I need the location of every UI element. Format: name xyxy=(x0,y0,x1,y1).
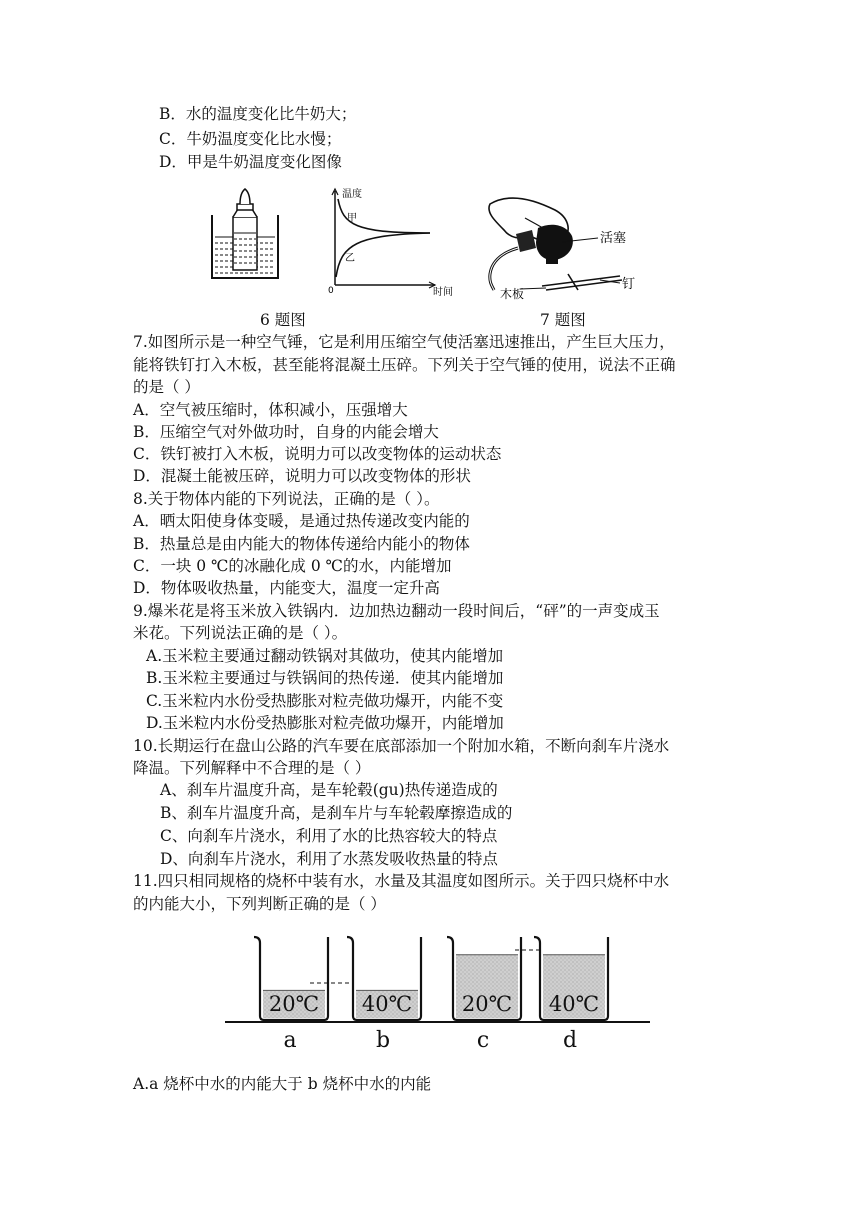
q11-stem-2: 的内能大小，下列判断正确的是（ ） xyxy=(133,895,386,913)
graph-curve-lower-label: 乙 xyxy=(345,253,355,264)
q6-option-c: C．牛奶温度变化比水慢； xyxy=(159,130,342,148)
beaker-label-b: b xyxy=(375,1028,391,1053)
q8-option-b: B．热量总是由内能大的物体传递给内能小的物体 xyxy=(133,535,470,553)
q9-option-a: A.玉米粒主要通过翻动铁锅对其做功，使其内能增加 xyxy=(146,647,504,665)
q8-stem: 8.关于物体内能的下列说法，正确的是（ ）。 xyxy=(133,490,440,508)
q10-stem-2: 降温。下列解释中不合理的是（ ） xyxy=(133,759,371,777)
q9-option-b: B.玉米粒主要通过与铁锅间的热传递．使其内能增加 xyxy=(146,669,504,687)
beakers-figure xyxy=(220,925,655,1060)
q8-option-c: C．一块 0 ℃的冰融化成 0 ℃的水，内能增加 xyxy=(133,557,452,575)
q7-stem-3: 的是（ ） xyxy=(133,378,200,396)
graph-x-label: 时间 xyxy=(433,287,453,298)
beaker-label-a: a xyxy=(283,1028,297,1053)
baby-bottle-figure xyxy=(210,185,290,295)
hammer-nail-label: 钉 xyxy=(622,277,636,292)
q9-stem-1: 9.爆米花是将玉米放入铁锅内．边加热边翻动一段时间后，“砰”的一声变成玉 xyxy=(133,602,660,620)
q11-stem-1: 11.四只相同规格的烧杯中装有水，水量及其温度如图所示。关于四只烧杯中水 xyxy=(133,872,670,890)
q7-option-d: D．混凝土能被压碎，说明力可以改变物体的形状 xyxy=(133,467,471,485)
q7-stem-1: 7.如图所示是一种空气锤，它是利用压缩空气使活塞迅速推出，产生巨大压力， xyxy=(133,333,675,351)
q7-option-b: B．压缩空气对外做功时，自身的内能会增大 xyxy=(133,423,439,441)
q6-option-b: B．水的温度变化比牛奶大； xyxy=(159,105,357,123)
q8-option-d: D．物体吸收热量，内能变大，温度一定升高 xyxy=(133,579,440,597)
air-hammer-figure xyxy=(480,190,650,302)
hammer-piston-label: 活塞 xyxy=(600,231,627,246)
q6-option-d: D．甲是牛奶温度变化图像 xyxy=(159,153,342,171)
fig6-caption: 6 题图 xyxy=(260,311,306,329)
q9-stem-2: 米花。下列说法正确的是（ ）。 xyxy=(133,624,348,642)
q9-option-d: D.玉米粒内水份受热膨胀对粒壳做功爆开，内能增加 xyxy=(146,714,504,732)
q7-stem-2: 能将铁钉打入木板，甚至能将混凝土压碎。下列关于空气锤的使用，说法不正确 xyxy=(133,356,676,374)
beaker-temp-b: 40℃ xyxy=(361,992,413,1016)
q8-option-a: A．晒太阳使身体变暖，是通过热传递改变内能的 xyxy=(133,512,470,530)
beaker-temp-d: 40℃ xyxy=(548,992,600,1016)
q10-option-a: A、刹车片温度升高，是车轮毂(gu)热传递造成的 xyxy=(160,781,498,799)
graph-origin: 0 xyxy=(328,286,334,296)
hammer-board-label: 木板 xyxy=(500,287,525,301)
temperature-graph xyxy=(325,185,453,298)
fig7-caption: 7 题图 xyxy=(540,311,586,329)
q7-option-a: A．空气被压缩时，体积减小，压强增大 xyxy=(133,401,408,419)
q10-option-c: C、向刹车片浇水，利用了水的比热容较大的特点 xyxy=(160,827,498,845)
q10-option-d: D、向刹车片浇水，利用了水蒸发吸收热量的特点 xyxy=(160,850,498,868)
graph-y-label: 温度 xyxy=(342,189,362,200)
q7-option-c: C．铁钉被打入木板，说明力可以改变物体的运动状态 xyxy=(133,445,502,463)
beaker-label-c: c xyxy=(476,1028,490,1053)
graph-curve-upper-label: 甲 xyxy=(347,213,357,224)
q10-stem-1: 10.长期运行在盘山公路的汽车要在底部添加一个附加水箱，不断向刹车片浇水 xyxy=(133,737,670,755)
q11-option-a: A.a 烧杯中水的内能大于 b 烧杯中水的内能 xyxy=(133,1075,432,1093)
beaker-label-d: d xyxy=(562,1028,578,1053)
q9-option-c: C.玉米粒内水份受热膨胀对粒壳做功爆开，内能不变 xyxy=(146,692,504,710)
q10-option-b: B、刹车片温度升高，是刹车片与车轮毂摩擦造成的 xyxy=(160,804,513,822)
beaker-temp-a: 20℃ xyxy=(268,992,320,1016)
beaker-temp-c: 20℃ xyxy=(461,992,513,1016)
